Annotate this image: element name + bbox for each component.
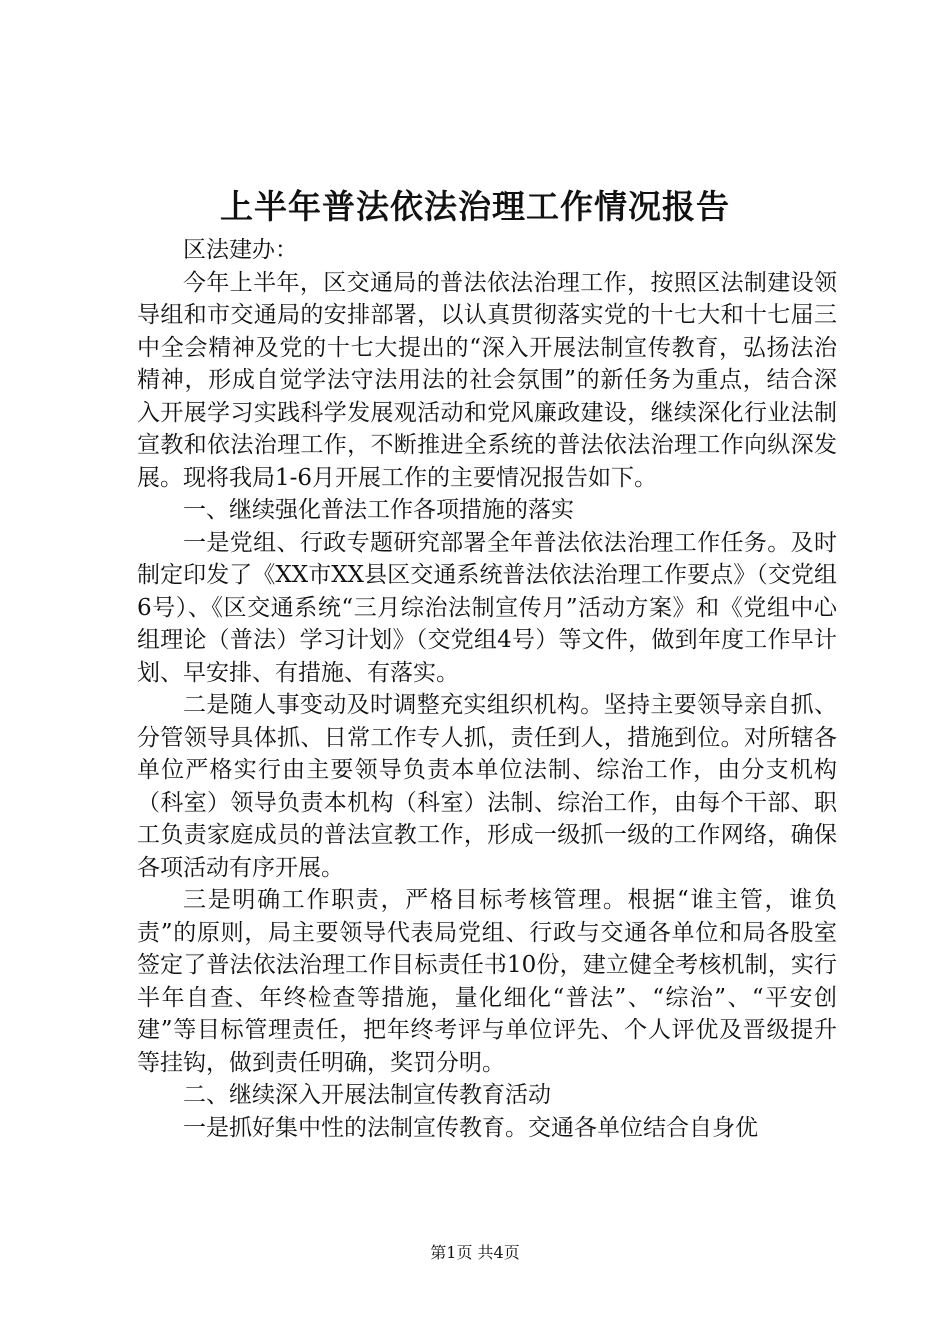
paragraph-2-1: 一是抓好集中性的法制宣传教育。交通各单位结合自身优 — [183, 1114, 758, 1141]
page-footer: 第1页 共4页 — [430, 1243, 520, 1262]
addressee: 区法建办： — [183, 237, 298, 263]
paragraph-intro: 今年上半年，区交通局的普法依法治理工作，按照区法制建设领导组和市交通局的安排部署，以认真贯彻落实党的十七大和十七届三中全会精神及党的十七大提出的“深入开展法制宣传教育，弘扬法治精神，形成自觉学法守法用法的社会氛围”的新任务为重点，结合深入开展学习实践科学发展观活动和党风廉政建设，继续深化行业法制宣教和依法治理工作，不断推进全系统的普法依法治理工作向纵深发展。现将我局1-6月开展工作的主要情况报告如下。 — [137, 269, 837, 491]
document-body — [137, 234, 837, 1144]
paragraph-1-2: 二是随人事变动及时调整充实组织机构。坚持主要领导亲自抓、分管领导具体抓、日常工作专人抓，责任到人，措施到位。对所辖各单位严格实行由主要领导负责本单位法制、综治工作，由分支机构（科室）领导负责本机构（科室）法制、综治工作，由每个干部、职工负责家庭成员的普法宣教工作，形成一级抓一级的工作网络，确保各项活动有序开展。 — [137, 692, 837, 881]
section-heading-1: 一、继续强化普法工作各项措施的落实 — [183, 497, 574, 523]
paragraph-1-1: 一是党组、行政专题研究部署全年普法依法治理工作任务。及时制定印发了《XX市XX县区交通系统普法依法治理工作要点》（交党组6号）、《区交通系统“三月综治法制宣传月”活动方案》和《党组中心组理论（普法）学习计划》（交党组4号）等文件，做到年度工作早计划、早安排、有措施、有落实。 — [137, 529, 837, 686]
document-title: 上半年普法依法治理工作情况报告 — [220, 187, 730, 226]
section-heading-2: 二、继续深入开展法制宣传教育活动 — [183, 1082, 551, 1108]
paragraph-1-3: 三是明确工作职责，严格目标考核管理。根据“谁主管，谁负责”的原则，局主要领导代表局党组、行政与交通各单位和局各股室签定了普法依法治理工作目标责任书10份，建立健全考核机制，实行半年自查、年终检查等措施，量化细化“普法”、“综治”、“平安创建”等目标管理责任，把年终考评与单位评先、个人评优及晋级提升等挂钩，做到责任明确，奖罚分明。 — [137, 887, 837, 1076]
